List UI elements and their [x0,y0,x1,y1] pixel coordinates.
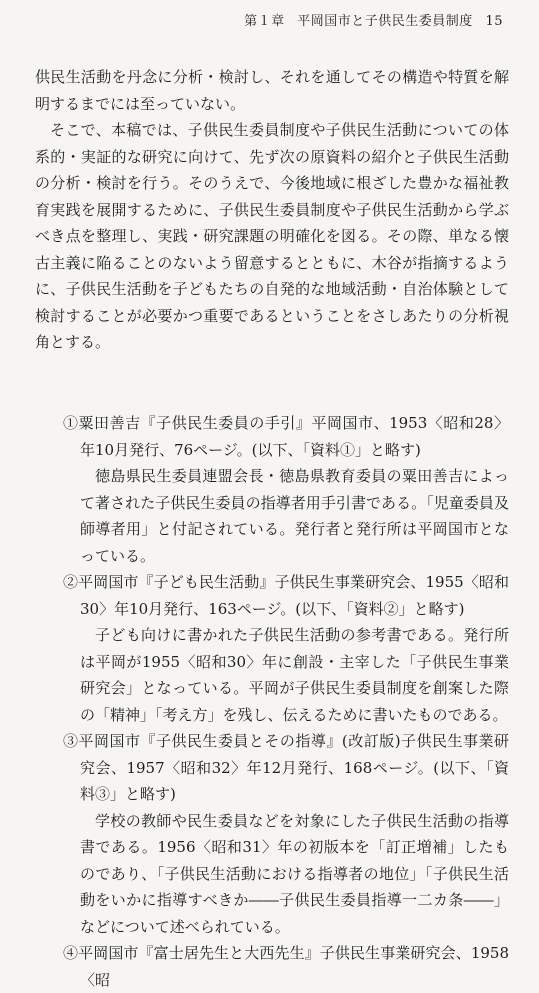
source-description: 徳島県民生委員連盟会長・徳島県教育委員の粟田善吉によって著された子供民生委員の指導者用手引書である。「児童委員及師導者用」と付記されている。発行者と発行所は平岡国市となっている。 [80,467,509,565]
source-item [63,940,509,993]
chapter-title: 平岡国市と子供民生委員制度 [297,14,473,29]
source-citation: ④平岡国市『富士居先生と大西先生』子供民生事業研究会、1958〈昭 [63,944,509,989]
source-citation: ①粟田善吉『子供民生委員の手引』平岡国市、1953〈昭和28〉年10月発行、76ページ。(以下、「資料①」と略す) [63,414,509,459]
source-description: 学校の教師や民生委員などを対象にした子供民生活動の指導書である。1956〈昭和31〉年の初版本を「訂正増補」したものであり、「子供民生活動における指導者の地位」「子供民生活動をいかに指導すべきか――子供民生委員指導一二カ条――」などについて述べられている。 [80,811,509,936]
paragraph: 供民生活動を丹念に分析・検討し、それを通してその構造や特質を解明するまでには至っていない。 [35,68,509,113]
source-item [63,728,509,940]
source-description: 子ども向けに書かれた子供民生活動の参考書である。発行所は平岡が1955〈昭和30〉年に創設・主宰した「子供民生事業研究会」となっている。平岡が子供民生委員制度を創案した際の「精神」「考え方」を残し、伝えるために書いたものである。 [80,626,509,724]
chapter-label: 第１章 [244,14,285,29]
source-citation: ③平岡国市『子供民生委員とその指導』(改訂版)子供民生事業研究会、1957〈昭和32〉年12月発行、168ページ。(以下、「資料③」と略す) [63,732,509,803]
source-item [63,569,509,728]
body-text [35,64,509,356]
running-header [244,10,503,29]
source-citation: ②平岡国市『子ども民生活動』子供民生事業研究会、1955〈昭和30〉年10月発行、163ページ。(以下、「資料②」と略す) [63,573,509,618]
paragraph: そこで、本稿では、子供民生委員制度や子供民生活動についての体系的・実証的な研究に向けて、先ず次の原資料の紹介と子供民生活動の分析・検討を行う。そのうえで、今後地域に根ざした豊かな福祉教育実践を展開するために、子供民生委員制度や子供民生活動から学ぶべき点を整理し、実践・研究課題の明確化を図る。その際、単なる懐古主義に陥ることのないよう留意するとともに、木谷が指摘するように、子供民生活動を子どもたちの自発的な地域活動・自治体験として検討することが必要かつ重要であるということをさしあたりの分析視角とする。 [35,121,509,351]
source-item [63,410,509,569]
source-list [63,410,509,993]
page-number: 15 [485,14,503,29]
